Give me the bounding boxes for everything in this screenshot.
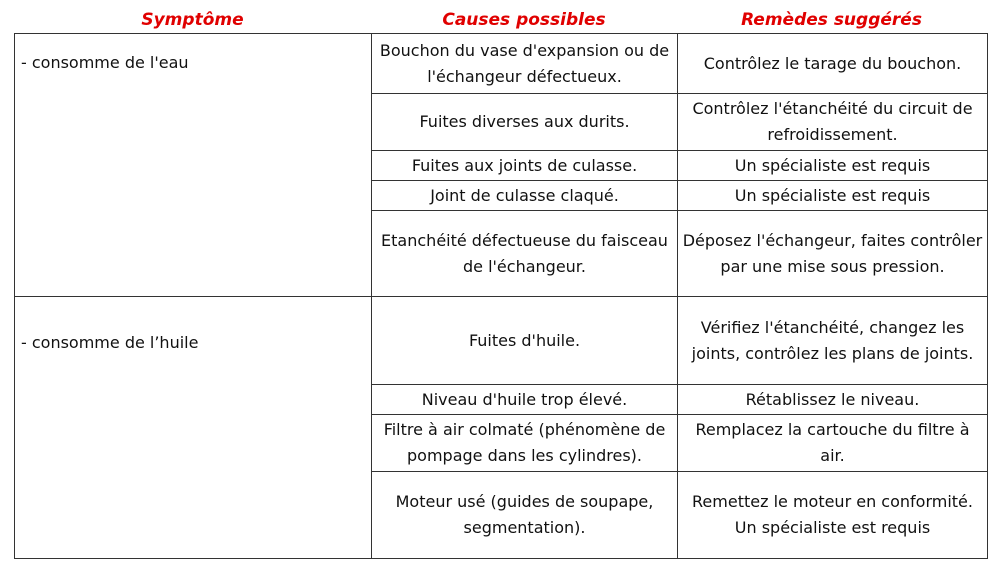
table-header-row	[14, 8, 986, 32]
cause-cell: Fuites d'huile.	[372, 297, 678, 385]
symptom-label: - consomme de l’huile	[21, 333, 199, 352]
troubleshooting-table	[14, 33, 988, 559]
remedy-cell: Contrôlez le tarage du bouchon.	[678, 34, 988, 94]
symptom-cell-water	[15, 34, 372, 297]
remedy-cell: Rétablissez le niveau.	[678, 385, 988, 415]
cause-cell: Filtre à air colmaté (phénomène de pompage dans les cylindres).	[372, 415, 678, 472]
table-row	[15, 297, 988, 385]
symptom-label: - consomme de l'eau	[21, 53, 189, 72]
cause-cell: Bouchon du vase d'expansion ou de l'échangeur défectueux.	[372, 34, 678, 94]
header-symptom: Symptôme	[141, 10, 244, 30]
cause-cell: Fuites aux joints de culasse.	[372, 151, 678, 181]
remedy-cell: Un spécialiste est requis	[678, 181, 988, 211]
cause-cell: Moteur usé (guides de soupape, segmentation).	[372, 472, 678, 559]
remedy-cell: Déposez l'échangeur, faites contrôler par une mise sous pression.	[678, 211, 988, 297]
remedy-cell: Un spécialiste est requis	[678, 151, 988, 181]
remedy-cell: Vérifiez l'étanchéité, changez les joints, contrôlez les plans de joints.	[678, 297, 988, 385]
cause-cell: Etanchéité défectueuse du faisceau de l'échangeur.	[372, 211, 678, 297]
header-causes: Causes possibles	[442, 10, 606, 30]
table-row	[15, 34, 988, 94]
remedy-cell: Remplacez la cartouche du filtre à air.	[678, 415, 988, 472]
symptom-cell-oil	[15, 297, 372, 559]
cause-cell: Niveau d'huile trop élevé.	[372, 385, 678, 415]
cause-cell: Joint de culasse claqué.	[372, 181, 678, 211]
header-remedies: Remèdes suggérés	[741, 10, 922, 30]
cause-cell: Fuites diverses aux durits.	[372, 94, 678, 151]
remedy-cell: Remettez le moteur en conformité. Un spécialiste est requis	[678, 472, 988, 559]
remedy-cell: Contrôlez l'étanchéité du circuit de refroidissement.	[678, 94, 988, 151]
